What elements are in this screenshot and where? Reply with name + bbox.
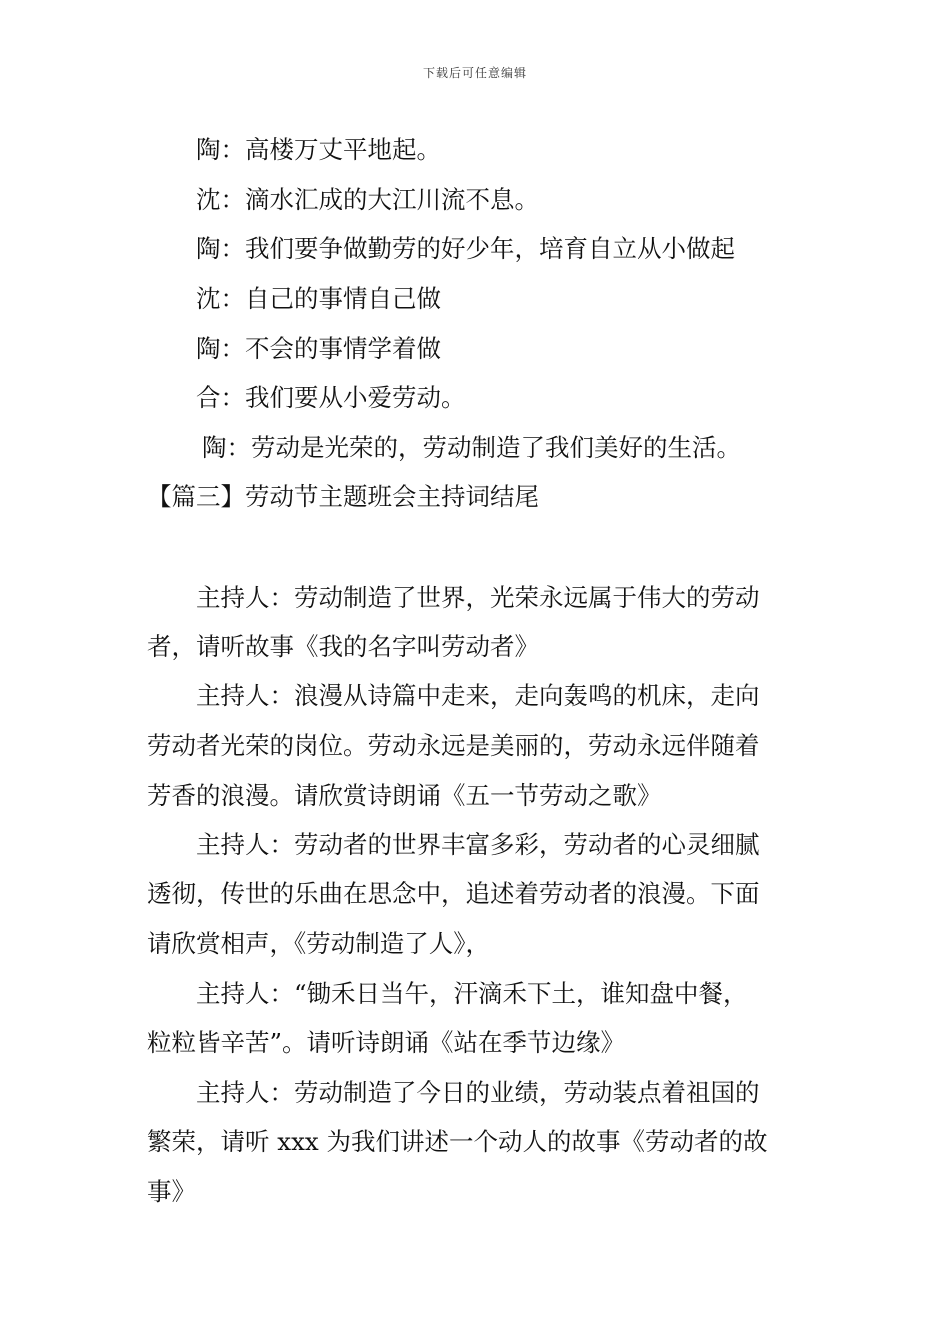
- host-paragraph-line: 透彻，传世的乐曲在思念中，追述着劳动者的浪漫。下面: [147, 879, 760, 908]
- host-paragraph-line: 劳动者光荣的岗位。劳动永远是美丽的，劳动永远伴随着: [147, 731, 760, 760]
- dialogue-line: 陶：我们要争做勤劳的好少年，培育自立从小做起: [196, 234, 735, 263]
- host-paragraph-line: 繁荣，请听 xxx 为我们讲述一个动人的故事《劳动者的故: [147, 1127, 768, 1156]
- host-paragraph-line: 芳香的浪漫。请欣赏诗朗诵《五一节劳动之歌》: [147, 781, 662, 810]
- host-paragraph-line: 主持人：“锄禾日当午，汗滴禾下土，谁知盘中餐，: [196, 979, 748, 1008]
- dialogue-line: 合：我们要从小爱劳动。: [196, 383, 466, 412]
- dialogue-line: 陶：高楼万丈平地起。: [196, 135, 441, 164]
- dialogue-line: 陶：不会的事情学着做: [196, 334, 441, 363]
- host-paragraph-line: 主持人：劳动制造了今日的业绩，劳动装点着祖国的: [196, 1078, 760, 1107]
- host-paragraph-line: 主持人：浪漫从诗篇中走来，走向轰鸣的机床，走向: [196, 681, 760, 710]
- host-paragraph-line: 事》: [147, 1177, 196, 1206]
- dialogue-line: 陶：劳动是光荣的，劳动制造了我们美好的生活。: [202, 433, 741, 462]
- host-paragraph-line: 主持人：劳动制造了世界，光荣永远属于伟大的劳动: [196, 583, 760, 612]
- host-paragraph-line: 主持人：劳动者的世界丰富多彩，劳动者的心灵细腻: [196, 830, 760, 859]
- host-paragraph-line: 请欣赏相声，《劳动制造了人》，: [147, 929, 490, 958]
- host-paragraph-line: 粒粒皆辛苦”。请听诗朗诵《站在季节边缘》: [147, 1028, 626, 1057]
- host-paragraph-line: 者，请听故事《我的名字叫劳动者》: [147, 632, 539, 661]
- dialogue-line: 沈：自己的事情自己做: [196, 284, 441, 313]
- page-header-note: 下载后可任意编辑: [422, 66, 527, 80]
- dialogue-line: 沈：滴水汇成的大江川流不息。: [196, 185, 539, 214]
- section-title: 【篇三】劳动节主题班会主持词结尾: [147, 482, 539, 511]
